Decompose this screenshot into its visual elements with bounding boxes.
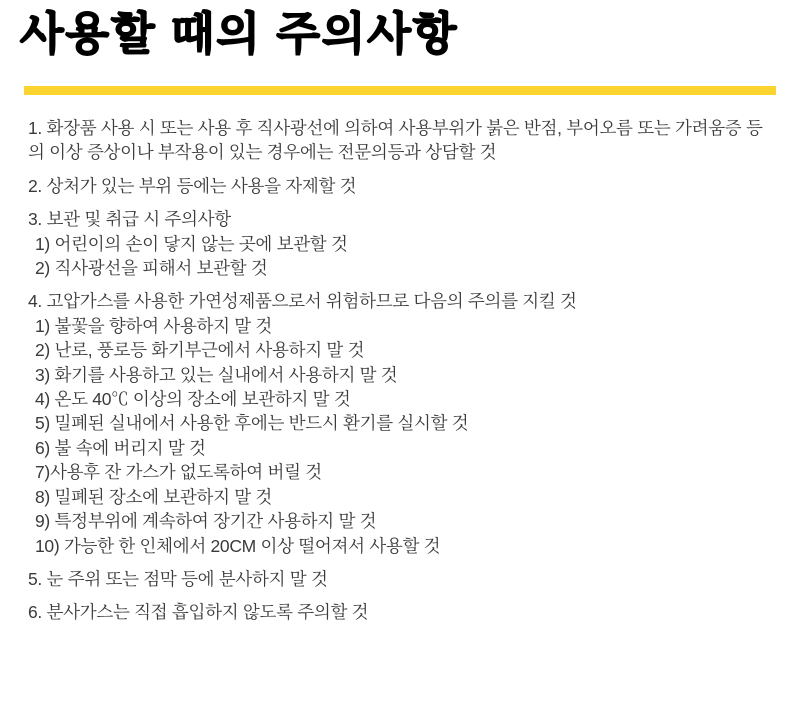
sub-item-text: 10) 가능한 한 인체에서 20CM 이상 떨어져서 사용할 것 (35, 535, 441, 556)
sub-item-text: 1) 불꽃을 향하여 사용하지 말 것 (35, 315, 273, 336)
item-text: 5. 눈 주위 또는 점막 등에 분사하지 말 것 (28, 568, 328, 589)
sub-item-text: 8) 밀폐된 장소에 보관하지 말 것 (35, 486, 273, 507)
title-underline-bar (24, 86, 776, 95)
item-text: 1. 화장품 사용 시 또는 사용 후 직사광선에 의하여 사용부위가 붉은 반점, 부어오름 또는 가려움증 등의 이상 증상이나 부작용이 있는 경우에는 전문의등과 상담할 것 (28, 118, 763, 163)
sub-item-text: 2) 난로, 풍로등 화기부근에서 사용하지 말 것 (35, 340, 365, 361)
sub-item-text: 4) 온도 40℃ 이상의 장소에 보관하지 말 것 (35, 389, 351, 410)
sub-item-text: 3) 화기를 사용하고 있는 실내에서 사용하지 말 것 (35, 364, 398, 385)
sub-item-text: 7)사용후 잔 가스가 없도록하여 버릴 것 (35, 462, 322, 483)
sub-item-text: 9) 특정부위에 계속하여 장기간 사용하지 말 것 (35, 511, 377, 532)
sub-item-text: 6) 불 속에 버리지 말 것 (35, 437, 206, 458)
item-text: 2. 상처가 있는 부위 등에는 사용을 자제할 것 (28, 175, 357, 196)
list-item (28, 567, 774, 591)
item-text: 3. 보관 및 취급 시 주의사항 (28, 209, 231, 230)
page-title: 사용할 때의 주의사항 (20, 8, 459, 59)
sub-item-text: 1) 어린이의 손이 닿지 않는 곳에 보관할 것 (35, 233, 348, 254)
list-item (28, 174, 774, 198)
list-item (28, 600, 774, 624)
item-text: 6. 분사가스는 직접 흡입하지 않도록 주의할 것 (28, 602, 369, 623)
sub-item-text: 5) 밀폐된 실내에서 사용한 후에는 반드시 환기를 실시할 것 (35, 413, 469, 434)
list-item (28, 289, 774, 557)
sub-item-text: 2) 직사광선을 피해서 보관할 것 (35, 258, 268, 279)
precaution-list (0, 116, 800, 625)
list-item (28, 207, 774, 280)
list-item (28, 116, 774, 165)
item-text: 4. 고압가스를 사용한 가연성제품으로서 위험하므로 다음의 주의를 지킬 것 (28, 291, 577, 312)
